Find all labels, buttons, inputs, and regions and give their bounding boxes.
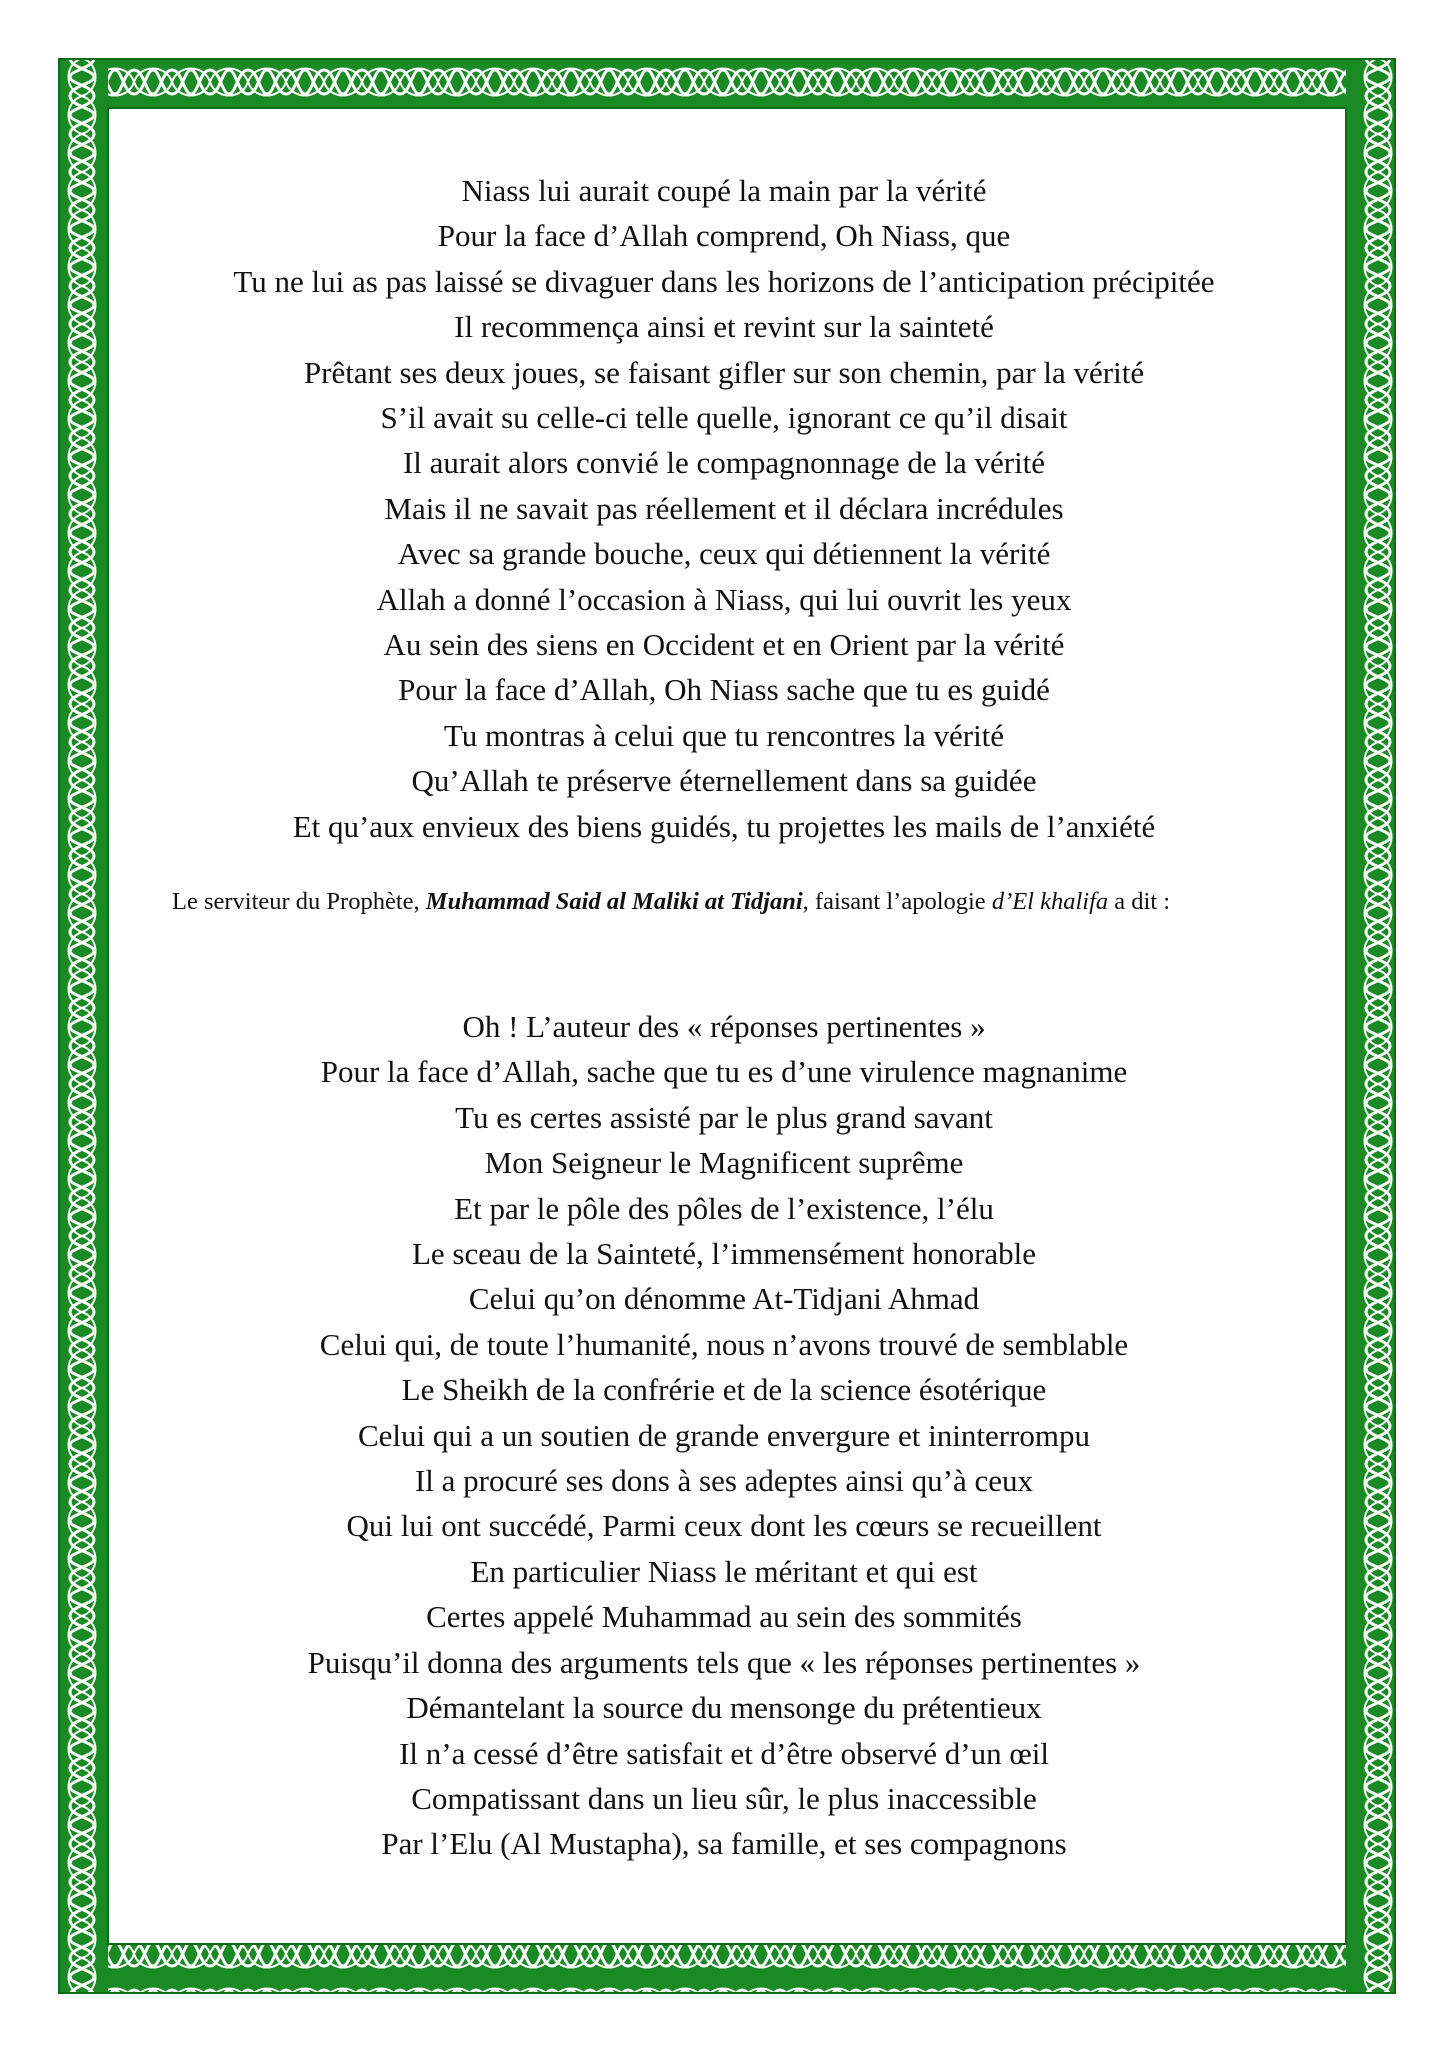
poem-line: Démantelant la source du mensonge du prétentieux bbox=[406, 1690, 1042, 1726]
poem-line: Tu es certes assisté par le plus grand savant bbox=[455, 1099, 993, 1135]
intro-text: Le serviteur du Prophète, bbox=[172, 888, 426, 915]
poem-line: Le sceau de la Sainteté, l’immensément honorable bbox=[411, 1236, 1037, 1272]
poem-line: Oh ! L’auteur des « réponses pertinentes » bbox=[462, 1009, 986, 1044]
poem-line: Celui qui, de toute l’humanité, nous n’avons trouvé de semblable bbox=[319, 1326, 1129, 1362]
poem-line: Au sein des siens en Occident et en Orient par la vérité bbox=[383, 627, 1065, 663]
poem-line: Tu ne lui as pas laissé se divaguer dans les horizons de l’anticipation précipitée bbox=[233, 263, 1215, 299]
poem-line: Par l’Elu (Al Mustapha), sa famille, et ses compagnons bbox=[381, 1826, 1067, 1862]
poem-line: Celui qui a un soutien de grande envergure et ininterrompu bbox=[357, 1417, 1091, 1453]
poem-line: Et qu’aux envieux des biens guidés, tu projettes les mails de l’anxiété bbox=[292, 808, 1156, 844]
poem-line: Il recommença ainsi et revint sur la sainteté bbox=[454, 309, 994, 345]
poem-line: Avec sa grande bouche, ceux qui détiennent la vérité bbox=[397, 536, 1051, 572]
poem-stanza-2 bbox=[150, 1004, 1298, 1867]
poem-line: Qu’Allah te préserve éternellement dans sa guidée bbox=[411, 763, 1037, 799]
poem-stanza-1 bbox=[150, 168, 1298, 849]
intro-paragraph bbox=[172, 883, 1282, 921]
intro-text: a dit : bbox=[1108, 888, 1171, 915]
poem-line: Qui lui ont succédé, Parmi ceux dont les cœurs se recueillent bbox=[346, 1508, 1102, 1544]
poem-line: Pour la face d’Allah comprend, Oh Niass, que bbox=[437, 218, 1011, 254]
poem-line: Pour la face d’Allah, sache que tu es d’une virulence magnanime bbox=[320, 1054, 1128, 1090]
poem-line: Il aurait alors convié le compagnonnage de la vérité bbox=[402, 445, 1046, 481]
poem-line: Pour la face d’Allah, Oh Niass sache que tu es guidé bbox=[398, 672, 1050, 708]
author-name: Muhammad Said al Maliki at Tidjani bbox=[425, 888, 803, 915]
poem-line: Puisqu’il donna des arguments tels que « les réponses pertinentes » bbox=[307, 1644, 1141, 1680]
poem-line: Il n’a cessé d’être satisfait et d’être observé d’un œil bbox=[399, 1735, 1049, 1771]
poem-line: Et par le pôle des pôles de l’existence, l’élu bbox=[454, 1190, 994, 1226]
poem-line: Tu montras à celui que tu rencontres la vérité bbox=[443, 717, 1005, 753]
poem-line: Allah a donné l’occasion à Niass, qui lui ouvrit les yeux bbox=[376, 581, 1072, 617]
poem-line: Prêtant ses deux joues, se faisant gifler sur son chemin, par la vérité bbox=[303, 354, 1145, 390]
intro-text: , faisant l’apologie bbox=[802, 888, 992, 915]
subject-name: d’El khalifa bbox=[991, 888, 1109, 915]
poem-line: Mais il ne savait pas réellement et il déclara incrédules bbox=[384, 490, 1064, 526]
poem-line: Celui qu’on dénomme At-Tidjani Ahmad bbox=[468, 1281, 980, 1317]
poem-line: Compatissant dans un lieu sûr, le plus inaccessible bbox=[411, 1780, 1037, 1816]
poem-line: Certes appelé Muhammad au sein des sommités bbox=[426, 1599, 1022, 1635]
poem-line: En particulier Niass le méritant et qui est bbox=[470, 1553, 978, 1589]
poem-line: Il a procuré ses dons à ses adeptes ainsi qu’à ceux bbox=[414, 1463, 1034, 1499]
poem-line: Le Sheikh de la confrérie et de la science ésotérique bbox=[401, 1372, 1047, 1408]
poem-line: S’il avait su celle-ci telle quelle, ignorant ce qu’il disait bbox=[380, 400, 1068, 436]
poem-line: Niass lui aurait coupé la main par la vérité bbox=[461, 173, 987, 208]
poem-line: Mon Seigneur le Magnificent suprême bbox=[484, 1145, 964, 1181]
